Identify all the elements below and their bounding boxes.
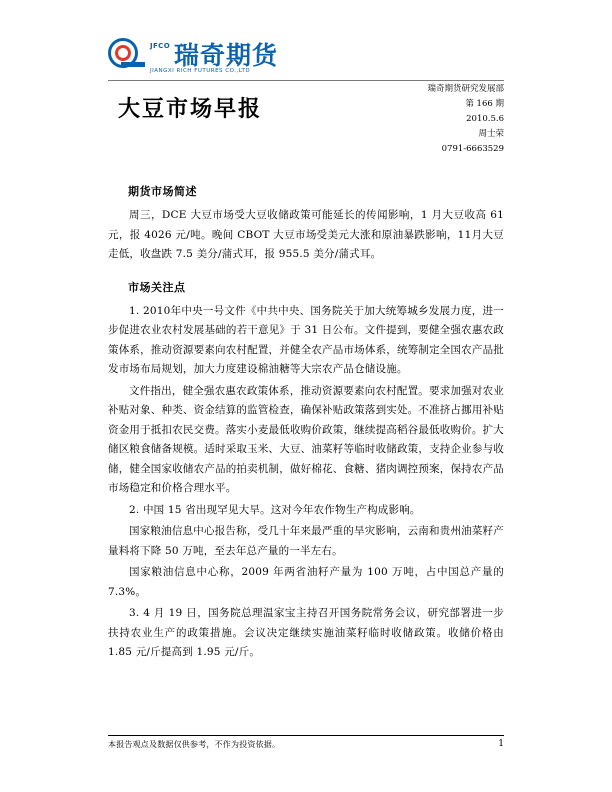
paragraph-focus-5: 国家粮油信息中心称，2009 年两省油籽产量为 100 万吨，占中国总产量的 7.3%。 [108,566,504,598]
logo-mark-icon [108,38,146,72]
meta-date: 2010.5.6 [466,114,504,124]
paragraph-focus-3: 2. 中国 15 省出现罕见大旱。这对今年农作物生产构成影响。 [129,503,421,516]
meta-department: 瑞奇期货研究发展部 [427,84,504,94]
meta-author: 周士荣 [478,129,504,139]
logo-bar [121,62,145,67]
logo-company-name-cn: 瑞奇期货 [174,41,279,70]
footer-page-number: 1 [498,739,504,749]
meta-issue: 第 166 期 [465,99,504,109]
document-meta [304,82,504,157]
page-title: 大豆市场早报 [118,96,263,122]
logo-company-name-en: JIANGXI RICH FUTURES CO.,LTD [150,68,251,74]
paragraph-focus-2: 文件指出，健全强农惠农政策体系，推动资源要素向农村配置。要求加强对农业补贴对象、种类、资金结算的监管检查，确保补贴政策落到实处。不准挤占挪用补贴资金用于抵扣农民交费。落实小麦最低收购价政策，继续提高稻谷最低收购价。扩大储区粮食储备规模。适时采取玉米、大豆、油菜籽等临时收储政策，支持企业参与收储，健全国家收储农产品的拍卖机制，做好棉花、食糖、猪肉调控预案，保持农产品市场稳定和价格合理水平。 [108,384,504,494]
logo-latin-top: JFCO [150,42,171,50]
company-logo [108,36,338,80]
header-divider [108,80,504,81]
footer-disclaimer: 本报告观点及数据仅供参考，不作为投资依据。 [108,740,281,749]
footer-divider [108,735,504,736]
document-body [108,183,504,665]
paragraph-focus-6: 3. 4 月 19 日，国务院总理温家宝主持召开国务院常务会议，研究部署进一步扶持农业生产的政策措施。会议决定继续实施油菜籽临时收储政策。收储价格由 1.85 元/斤提高到 1.95 元/斤。 [108,607,504,658]
logo-ring-inner [115,45,131,61]
paragraph-focus-1: 1. 2010年中央一号文件《中共中央、国务院关于加大统筹城乡发展力度，进一步促进农业农村发展基础的若干意见》于 31 日公布。文件提到，要健全强农惠农政策体系，推动资源要素向农村配置，并健全农产品市场体系，统筹制定全国农产品批发市场布局规划，加大力度建设棉油糖等大宗农产品仓储设施。 [108,304,504,375]
meta-phone: 0791-6663529 [441,144,504,154]
paragraph-market-summary-1: 周三，DCE 大豆市场受大豆收储政策可能延长的传闻影响，1 月大豆收高 61 元，报 4026 元/吨。晚间 CBOT 大豆市场受美元大涨和原油暴跌影响，11月大豆走低，收盘跌 7.5 美分/蒲式耳，报 955.5 美分/蒲式耳。 [108,209,504,260]
section-heading-market-focus: 市场关注点 [128,280,186,294]
section-heading-market-summary: 期货市场简述 [128,185,197,198]
paragraph-focus-4: 国家粮油信息中心报告称，受几十年来最严重的旱灾影响，云南和贵州油菜籽产量料将下降 50 万吨，至去年总产量的一半左右。 [108,525,504,557]
